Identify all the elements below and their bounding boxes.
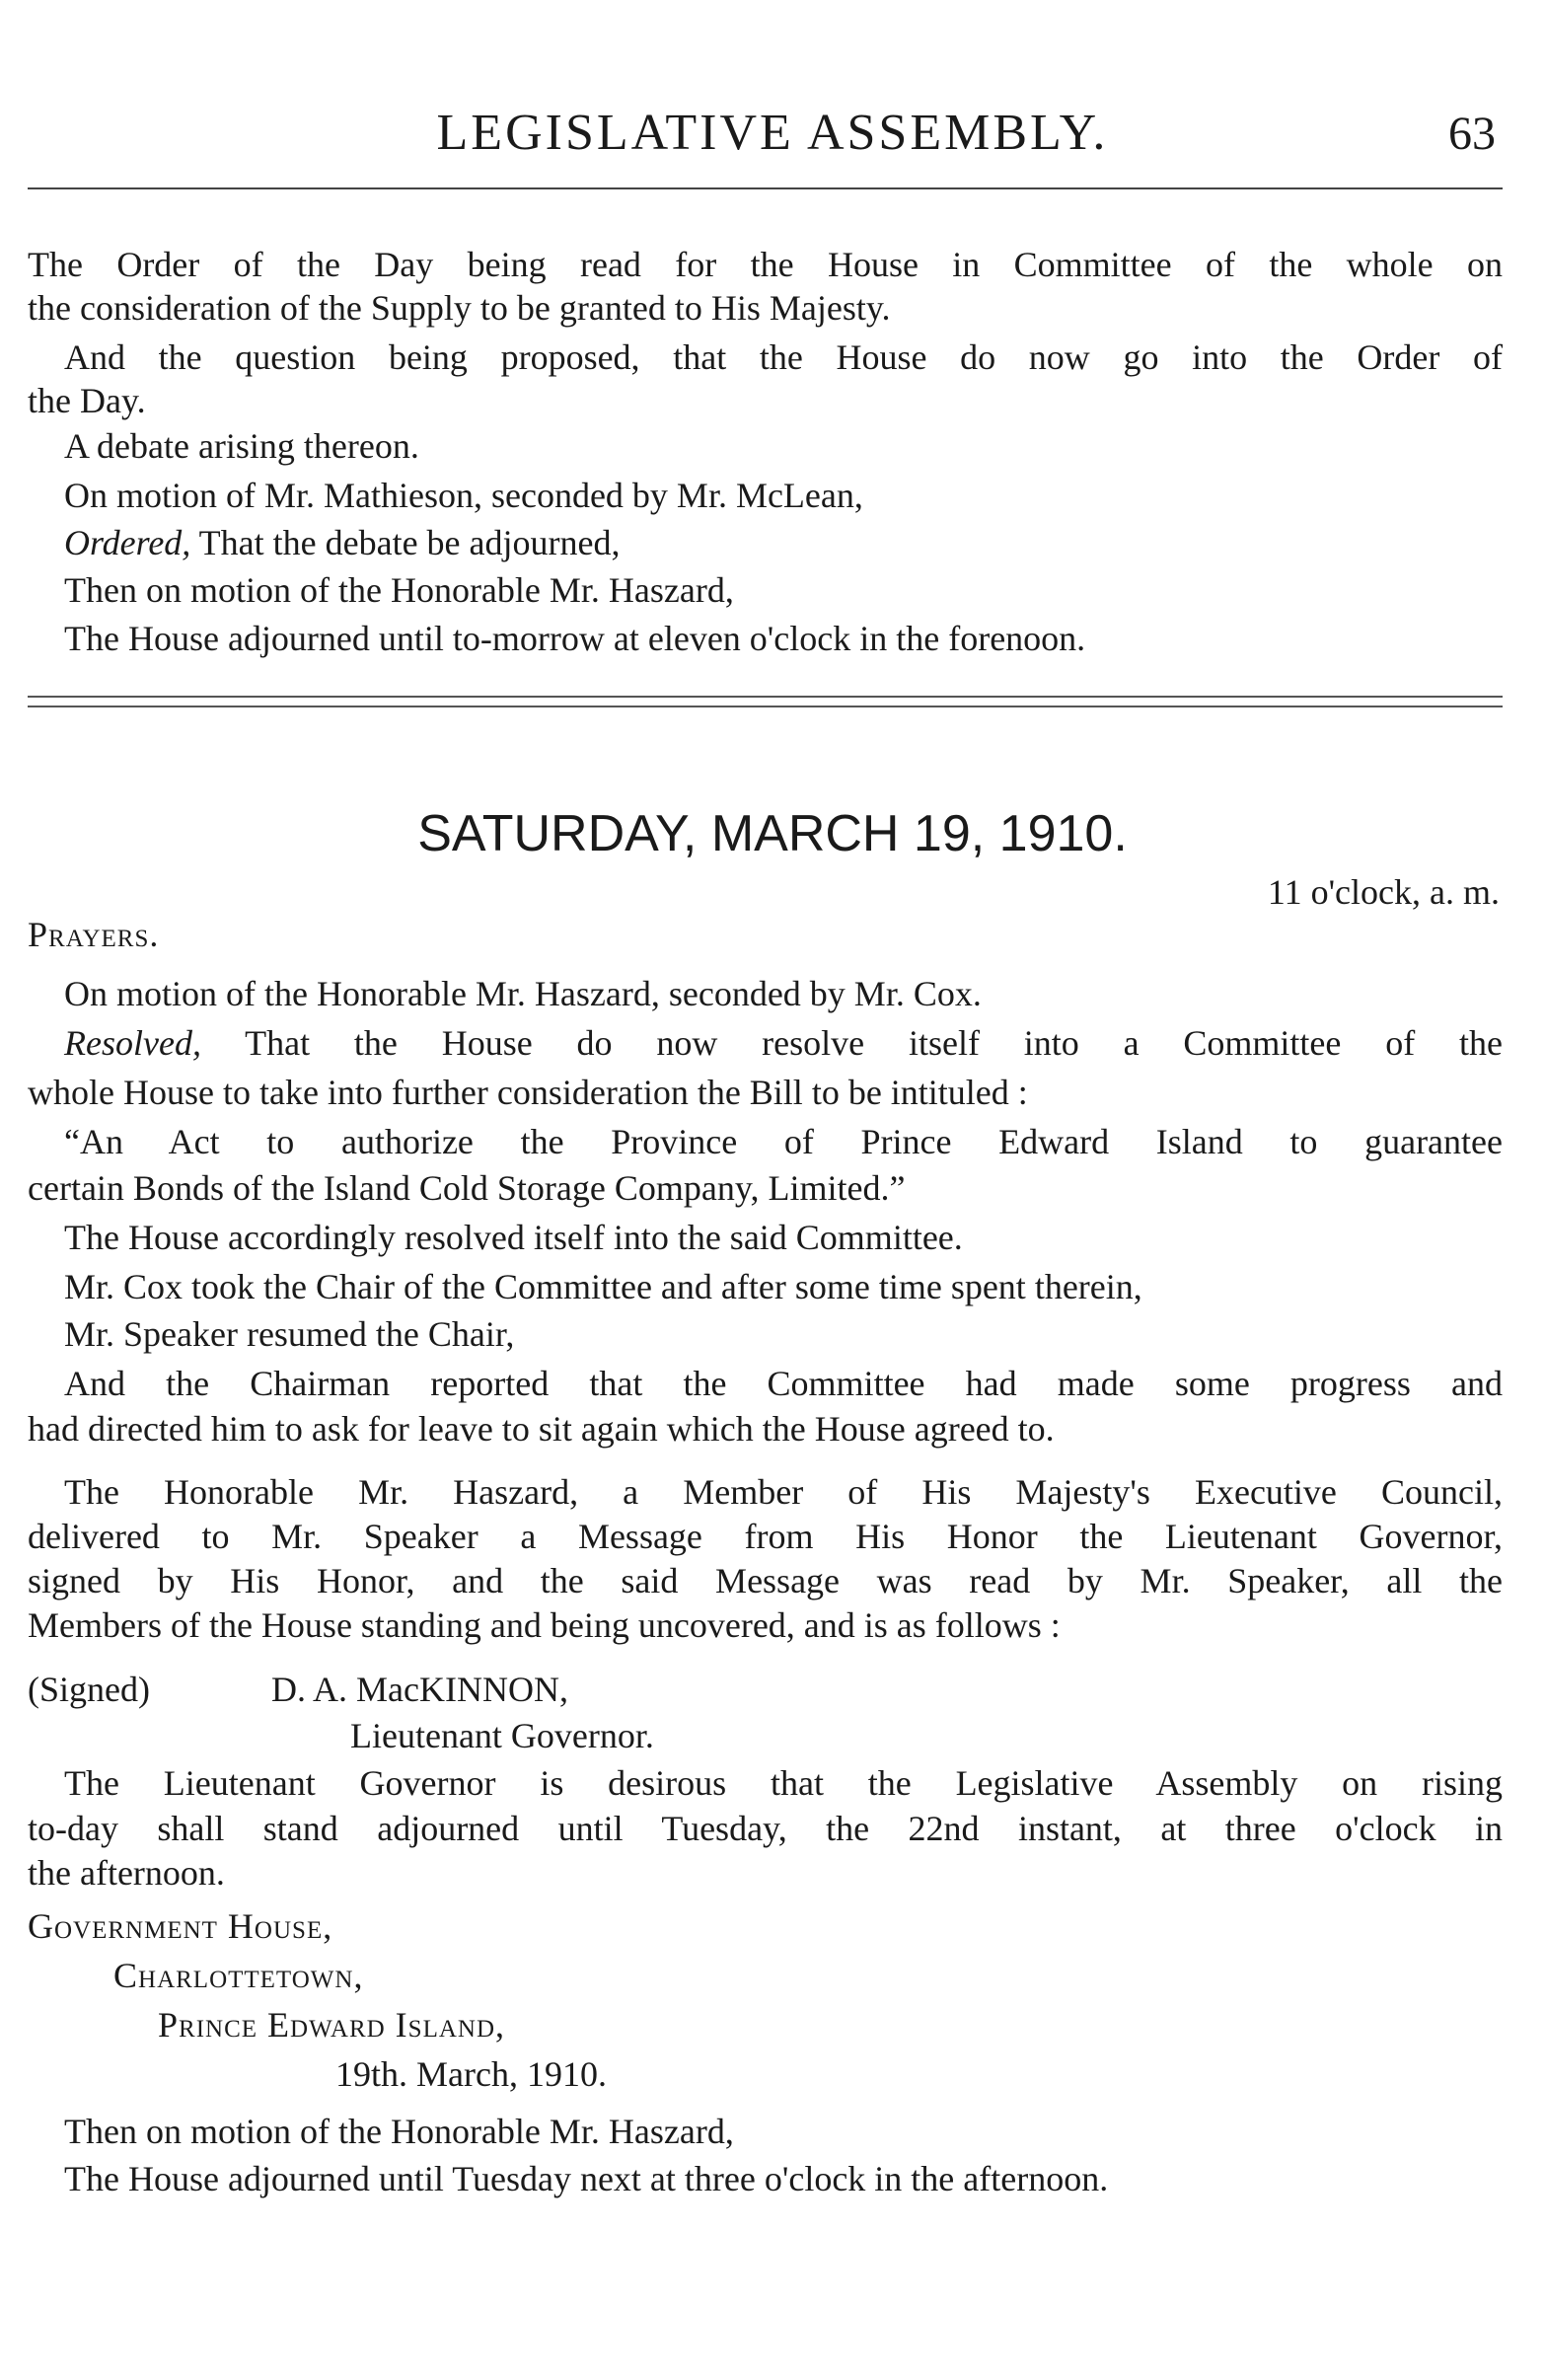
paragraph-message-line-4: Members of the House standing and being uncovered, and is as follows : (28, 1605, 1061, 1645)
address-line-1: Government House, (28, 1906, 333, 1946)
paragraph-motion-haszard: Then on motion of the Honorable Mr. Haszard, (64, 570, 734, 610)
paragraph-message-line-3: signed by His Honor, and the said Message was read by Mr. Speaker, all the (28, 1561, 1503, 1600)
section-time: 11 o'clock, a. m. (1267, 872, 1500, 912)
paragraph-message-line-1: The Honorable Mr. Haszard, a Member of His Majesty's Executive Council, (64, 1472, 1503, 1512)
paragraph-debate: A debate arising thereon. (64, 426, 419, 466)
signatory-name: D. A. MacKINNON, (271, 1670, 568, 1709)
paragraph-order-of-day-line-1: The Order of the Day being read for the House in Committee of the whole on (28, 245, 1503, 284)
paragraph-motion-cox: On motion of the Honorable Mr. Haszard, seconded by Mr. Cox. (64, 974, 982, 1013)
ordered-text: That the debate be adjourned, (190, 523, 621, 562)
paragraph-cox-chair: Mr. Cox took the Chair of the Committee and after some time spent therein, (64, 1267, 1142, 1306)
ordered-label: Ordered, (64, 523, 191, 562)
paragraph-message-line-2: delivered to Mr. Speaker a Message from His Honor the Lieutenant Governor, (28, 1517, 1503, 1556)
paragraph-adjourned-forenoon: The House adjourned until to-morrow at eleven o'clock in the forenoon. (64, 619, 1086, 658)
paragraph-governor-desire-line-2: to-day shall stand adjourned until Tuesday, the 22nd instant, at three o'clock in (28, 1809, 1503, 1848)
address-line-3: Prince Edward Island, (158, 2005, 505, 2045)
paragraph-motion-mathieson: On motion of Mr. Mathieson, seconded by Mr. McLean, (64, 476, 863, 515)
paragraph-speaker-resumed: Mr. Speaker resumed the Chair, (64, 1314, 515, 1354)
paragraph-committee-resolved: The House accordingly resolved itself into the said Committee. (64, 1218, 963, 1257)
section-date-heading: SATURDAY, MARCH 19, 1910. (417, 805, 1128, 862)
address-date: 19th. March, 1910. (335, 2054, 607, 2094)
paragraph-ordered (64, 521, 1503, 564)
paragraph-final-adjournment: The House adjourned until Tuesday next at three o'clock in the afternoon. (64, 2159, 1109, 2198)
bill-title-line-2: certain Bonds of the Island Cold Storage Company, Limited.” (28, 1168, 906, 1208)
header-rule (28, 187, 1503, 189)
paragraph-resolved-line-2: whole House to take into further consideration the Bill to be intituled : (28, 1073, 1028, 1112)
paragraph-question-line-1: And the question being proposed, that the House do now go into the Order of (64, 337, 1503, 377)
resolved-text: That the House do now resolve itself into a Committee of the (200, 1023, 1503, 1063)
paragraph-governor-desire-line-1: The Lieutenant Governor is desirous that the Legislative Assembly on rising (64, 1763, 1503, 1803)
prayers-label: Prayers. (28, 915, 160, 954)
resolved-label: Resolved, (64, 1023, 201, 1063)
running-header-title: LEGISLATIVE ASSEMBLY. (436, 105, 1109, 161)
section-double-rule (28, 696, 1503, 707)
signatory-title: Lieutenant Governor. (350, 1716, 654, 1755)
paragraph-chairman-report-line-1: And the Chairman reported that the Committee had made some progress and (64, 1364, 1503, 1403)
paragraph-resolved-line-1 (64, 1021, 1503, 1065)
address-line-2: Charlottetown, (113, 1956, 364, 1995)
paragraph-order-of-day-line-2: the consideration of the Supply to be granted to His Majesty. (28, 288, 891, 328)
paragraph-final-motion: Then on motion of the Honorable Mr. Haszard, (64, 2112, 734, 2151)
bill-title-line-1: “An Act to authorize the Province of Prince Edward Island to guarantee (64, 1122, 1503, 1161)
page-number: 63 (1448, 108, 1496, 160)
paragraph-question-line-2: the Day. (28, 381, 146, 420)
signed-label: (Signed) (28, 1670, 150, 1709)
paragraph-governor-desire-line-3: the afternoon. (28, 1853, 225, 1893)
paragraph-chairman-report-line-2: had directed him to ask for leave to sit again which the House agreed to. (28, 1409, 1055, 1449)
